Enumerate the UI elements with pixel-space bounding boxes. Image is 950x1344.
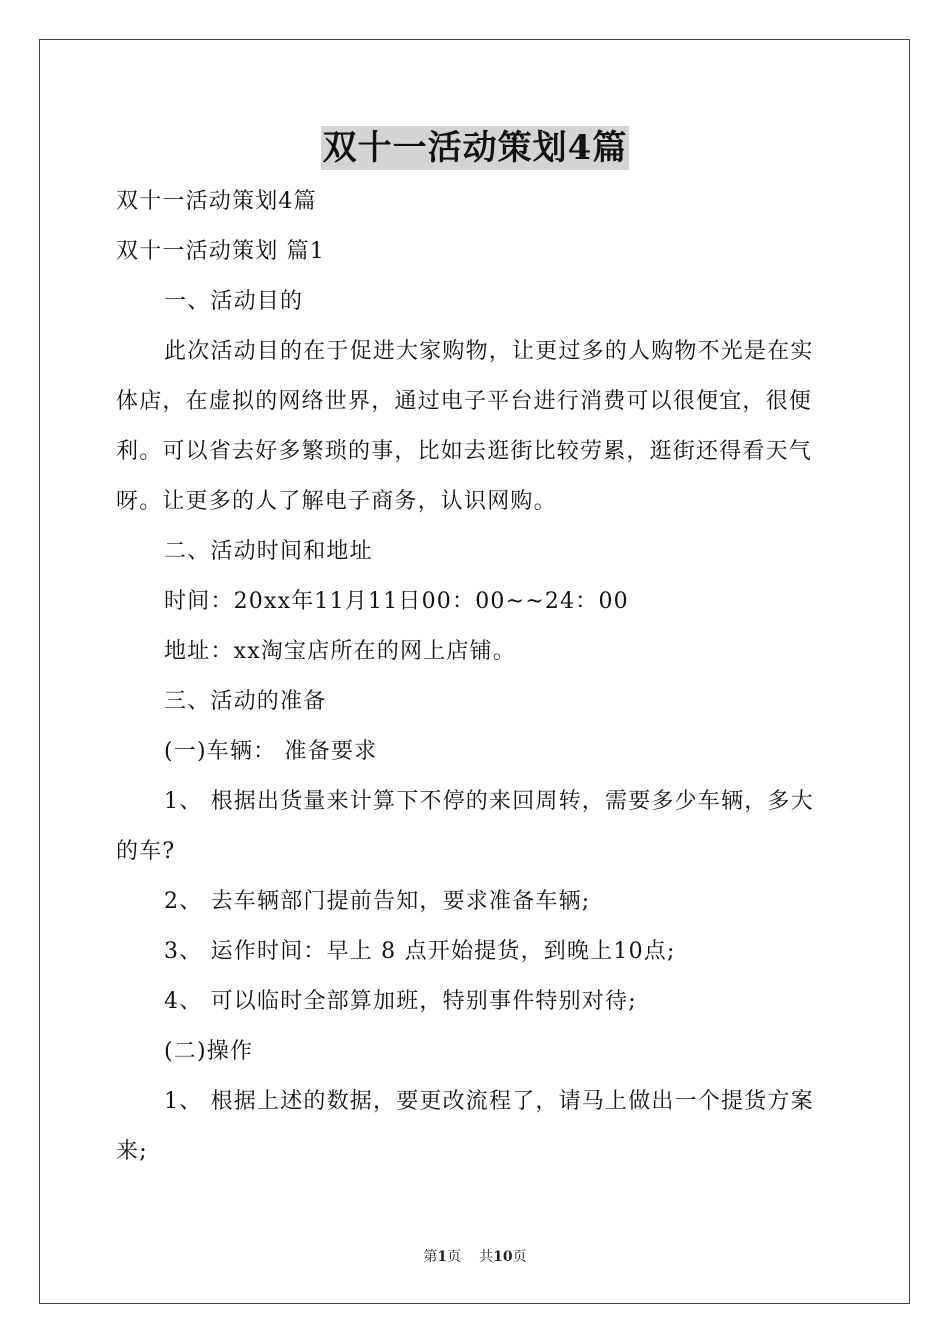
total-pages: 10 xyxy=(493,1249,513,1265)
section-heading: 双十一活动策划 篇1 xyxy=(116,239,325,264)
subtitle-line: 双十一活动策划4篇 xyxy=(116,189,317,214)
total-prefix: 共 xyxy=(479,1249,494,1265)
subheading-vehicles: (一)车辆： 准备要求 xyxy=(164,739,378,764)
heading-time-place: 二、活动时间和地址 xyxy=(164,539,373,564)
list-item: 3、 运作时间：早上 8 点开始提货，到晚上10点; xyxy=(164,939,676,964)
page-prefix: 第 xyxy=(423,1249,438,1265)
list-item: 2、 去车辆部门提前告知，要求准备车辆; xyxy=(164,889,591,914)
heading-preparation: 三、活动的准备 xyxy=(164,689,327,714)
document-body xyxy=(116,177,836,1177)
paragraph-address: 地址：xx淘宝店所在的网上店铺。 xyxy=(164,639,517,664)
list-item: 4、 可以临时全部算加班，特别事件特别对待; xyxy=(164,989,637,1014)
list-item: 1、 根据上述的数据，要更改流程了，请马上做出一个提货方案来; xyxy=(116,1089,814,1164)
page-number: 1 xyxy=(437,1249,448,1265)
page-suffix: 页 xyxy=(447,1249,462,1265)
page-footer xyxy=(0,1247,950,1267)
heading-purpose: 一、活动目的 xyxy=(164,289,304,314)
title-container xyxy=(0,126,950,170)
list-item: 1、 根据出货量来计算下不停的来回周转，需要多少车辆，多大的车? xyxy=(116,789,814,864)
document-title: 双十一活动策划4篇 xyxy=(322,128,628,168)
total-suffix: 页 xyxy=(512,1249,527,1265)
subheading-operation: (二)操作 xyxy=(164,1039,254,1064)
paragraph-purpose: 此次活动目的在于促进大家购物，让更过多的人购物不光是在实体店，在虚拟的网络世界，通过电子平台进行消费可以很便宜，很便利。可以省去好多繁琐的事，比如去逛街比较劳累，逛街还得看天气呀。让更多的人了解电子商务，认识网购。 xyxy=(116,339,814,514)
paragraph-time: 时间：20xx年11月11日00：00~~24：00 xyxy=(164,589,629,614)
